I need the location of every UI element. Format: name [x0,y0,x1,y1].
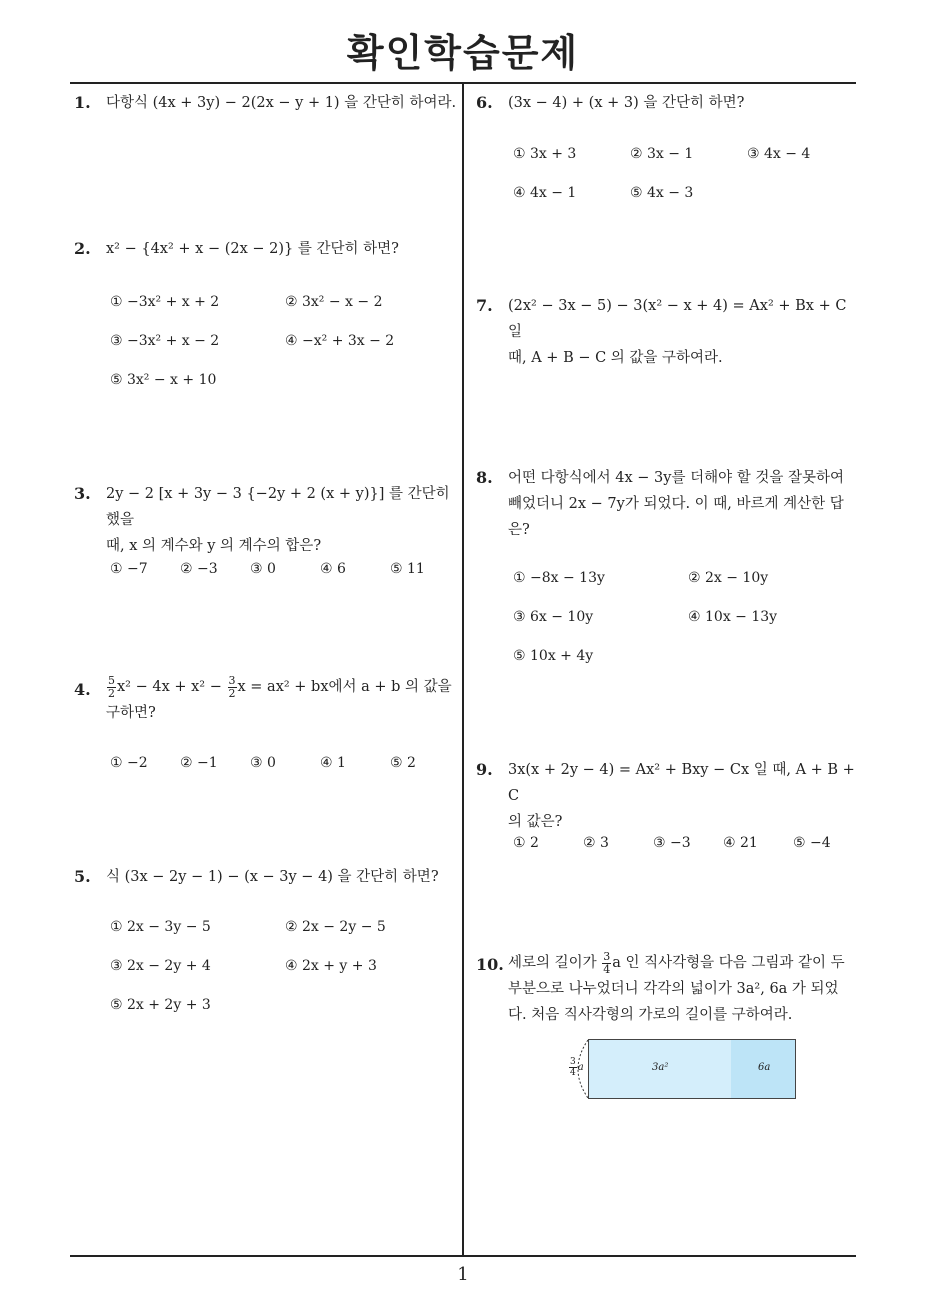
option[interactable]: ② 2x − 2y − 5 [285,919,386,935]
question-number: 9. [476,760,493,779]
page-title: 확인학습문제 [346,31,580,75]
option[interactable]: ④ 6 [320,561,346,577]
question-text: x² − {4x² + x − (2x − 2)} 를 간단히 하면? [106,241,399,257]
fraction: $\frac{3}{2}$ [228,673,236,700]
question-number: 7. [476,296,493,315]
question-5 [74,864,459,890]
option[interactable]: ④ 2x + y + 3 [285,958,377,974]
option[interactable]: ④ 21 [723,835,758,851]
option[interactable]: ⑤ −4 [793,835,831,851]
option[interactable]: ① −3x² + x + 2 [110,294,220,310]
question-number: 2. [74,239,91,258]
fraction: $\frac{5}{2}$ [108,673,115,700]
question-3 [74,481,459,559]
question-text-line-1: (2x² − 3x − 5) − 3(x² − x + 4) = Ax² + Bx + C 일 [508,298,847,340]
page-number: 1 [457,1264,469,1285]
question-text-line-2: 때, x 의 계수와 y 의 계수의 합은? [106,538,322,554]
question-text-line-2: 빼었더니 2x − 7y가 되었다. 이 때, 바르게 계산한 답 [508,496,844,512]
option[interactable]: ① 2x − 3y − 5 [110,919,211,935]
height-label: $\frac{3}{4}$ a [570,1057,584,1078]
question-7 [476,293,861,371]
question-10 [476,950,861,1028]
question-text: 다항식 (4x + 3y) − 2(2x − y + 1) 을 간단히 하여라. [106,95,457,111]
fraction: $\frac{3}{4}$ [603,949,611,976]
option[interactable]: ④ 10x − 13y [688,609,778,625]
option[interactable]: ③ 0 [250,561,276,577]
option[interactable]: ③ 6x − 10y [513,609,594,625]
option[interactable]: ② −1 [180,755,218,771]
column-divider [462,83,464,1256]
option[interactable]: ② 3x − 1 [630,146,694,162]
question-number: 6. [476,93,493,112]
option[interactable]: ④ 4x − 1 [513,185,577,201]
option[interactable]: ① −2 [110,755,148,771]
question-text-line-3: 다. 처음 직사각형의 가로의 길이를 구하여라. [508,1007,793,1023]
question-text-line-2: 구하면? [106,705,156,721]
option[interactable]: ① 3x + 3 [513,146,577,162]
rectangle-figure [570,1039,797,1099]
question-text-line-1: 3x(x + 2y − 4) = Ax² + Bxy − Cx 일 때, A + B + C [508,762,855,804]
question-9 [476,757,861,835]
question-text-line-2: 부분으로 나누었더니 각각의 넓이가 3a², 6a 가 되었 [508,981,839,997]
option[interactable]: ② 3 [583,835,609,851]
question-number: 3. [74,484,91,503]
option[interactable]: ① −7 [110,561,148,577]
question-text-line-3: 은? [508,522,530,538]
question-4 [74,674,459,726]
question-6 [476,90,861,116]
question-text-line-2: 때, A + B − C 의 값을 구하여라. [508,350,723,366]
question-text: 식 (3x − 2y − 1) − (x − 3y − 4) 을 간단히 하면? [106,869,439,885]
question-8 [476,465,861,543]
option[interactable]: ② 2x − 10y [688,570,769,586]
option[interactable]: ⑤ 2 [390,755,416,771]
question-text-line-2: 의 값은? [508,814,563,830]
question-2 [74,236,459,262]
option[interactable]: ③ 4x − 4 [747,146,811,162]
option[interactable]: ③ 0 [250,755,276,771]
option[interactable]: ⑤ 2x + 2y + 3 [110,997,211,1013]
question-number: 1. [74,93,91,112]
question-text-line-1: 세로의 길이가 $\frac{3}{4}$ a 인 직사각형을 다음 그림과 같이 두 [508,949,845,976]
option[interactable]: ④ −x² + 3x − 2 [285,333,395,349]
question-text-line-1: 2y − 2 [x + 3y − 3 {−2y + 2 (x + y)}] 를 간단히 했을 [106,486,450,528]
area-label-1: 3a² [652,1062,669,1073]
question-1 [74,90,459,116]
question-number: 5. [74,867,91,886]
option[interactable]: ① 2 [513,835,539,851]
option[interactable]: ④ 1 [320,755,346,771]
option[interactable]: ⑤ 10x + 4y [513,648,594,664]
question-number: 10. [476,955,504,974]
question-number: 4. [74,680,91,699]
question-number: 8. [476,468,493,487]
option[interactable]: ⑤ 4x − 3 [630,185,694,201]
option[interactable]: ③ −3x² + x − 2 [110,333,220,349]
option[interactable]: ③ 2x − 2y + 4 [110,958,211,974]
option[interactable]: ② 3x² − x − 2 [285,294,383,310]
question-text: (3x − 4) + (x + 3) 을 간단히 하면? [508,95,745,111]
option[interactable]: ③ −3 [653,835,691,851]
question-text-line-1: $\frac{5}{2}$ x² − 4x + x² − $\frac{3}{2}$ x = ax² + bx에서 a + b 의 값을 [108,673,452,700]
area-label-2: 6a [758,1062,771,1073]
question-text-line-1: 어떤 다항식에서 4x − 3y를 더해야 할 것을 잘못하여 [508,470,844,486]
option[interactable]: ⑤ 11 [390,561,425,577]
option[interactable]: ⑤ 3x² − x + 10 [110,372,217,388]
option[interactable]: ① −8x − 13y [513,570,605,586]
option[interactable]: ② −3 [180,561,218,577]
